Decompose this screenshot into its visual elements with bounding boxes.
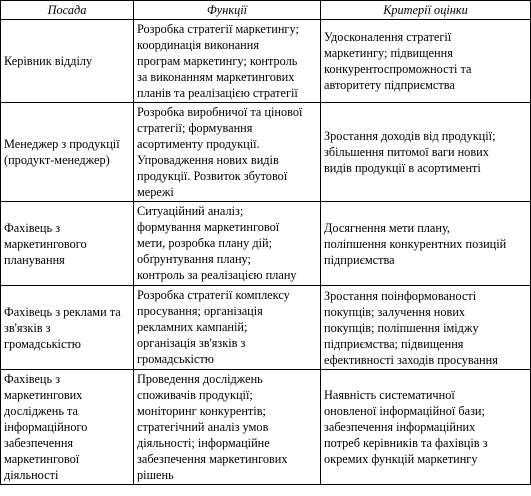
cell-position: [1, 20, 134, 103]
functions-text: Розробка виробничої та цінової стратегії; формування асортименту продукції. Упровадження нових видів продукції. Розвиток збутової мережі: [137, 105, 303, 199]
criteria-text: Наявність систематичної оновленої інформаційної бази; забезпечення інформаційних потреб керівників та фахівців з окремих функцій маркетингу: [324, 388, 488, 466]
cell-position: [1, 202, 134, 286]
cell-criteria: [321, 286, 531, 370]
position-text: Фахівець з реклами та зв'язків з громадськістю: [4, 304, 121, 351]
cell-functions: [134, 20, 321, 103]
table-row: [1, 20, 531, 103]
position-text: Керівник відділу: [4, 54, 93, 68]
criteria-text: Зростання поінформованості покупців; залучення нових покупців; поліпшення іміджу підприємства; підвищення ефективності заходів просування: [324, 288, 498, 367]
criteria-text: Досягнення мети плану, поліпшення конкурентних позицій підприємства: [324, 220, 507, 267]
functions-text: Ситуаційний аналіз; формування маркетингової мети, розробка плану дій; обґрунтування плану; контроль за реалізацією плану: [137, 204, 297, 282]
cell-functions: [134, 202, 321, 286]
header-criteria: Критерії оцінки: [321, 1, 531, 20]
criteria-text: Зростання доходів від продукції; збільшення питомої ваги нових видів продукції в асортименті: [324, 129, 496, 175]
position-text: Фахівець з маркетингового планування: [4, 220, 87, 267]
table-row: [1, 103, 531, 202]
position-text: Фахівець з маркетингових досліджень та інформаційного забезпечення маркетингової діяльності: [4, 372, 88, 482]
cell-criteria: [321, 103, 531, 202]
cell-criteria: [321, 20, 531, 103]
cell-position: [1, 286, 134, 370]
table-row: [1, 202, 531, 286]
header-functions: Функції: [134, 1, 321, 20]
table-row: [1, 370, 531, 485]
functions-text: Проведення досліджень споживачів продукції; моніторинг конкурентів; стратегічний аналіз умов діяльності; інформаційне забезпечення маркетингових рішень: [137, 372, 288, 482]
cell-position: [1, 370, 134, 485]
cell-functions: [134, 286, 321, 370]
criteria-text: Удосконалення стратегії маркетингу; підвищення конкурентоспроможності та авторитету підприємства: [324, 30, 472, 92]
table-row: [1, 286, 531, 370]
cell-functions: [134, 370, 321, 485]
cell-criteria: [321, 370, 531, 485]
table-header-row: [1, 1, 531, 20]
cell-functions: [134, 103, 321, 202]
header-position: Посада: [1, 1, 134, 20]
functions-text: Розробка стратегії комплексу просування; організація рекламних кампаній; організація зв'язків з громадськістю: [137, 288, 290, 366]
cell-position: [1, 103, 134, 202]
position-text: Менеджер з продукції (продукт-менеджер): [4, 137, 120, 167]
functions-text: Розробка стратегії маркетингу; координація виконання програм маркетингу; контроль за виконанням маркетингових планів та реалізацією стратегії: [137, 22, 299, 100]
cell-criteria: [321, 202, 531, 286]
